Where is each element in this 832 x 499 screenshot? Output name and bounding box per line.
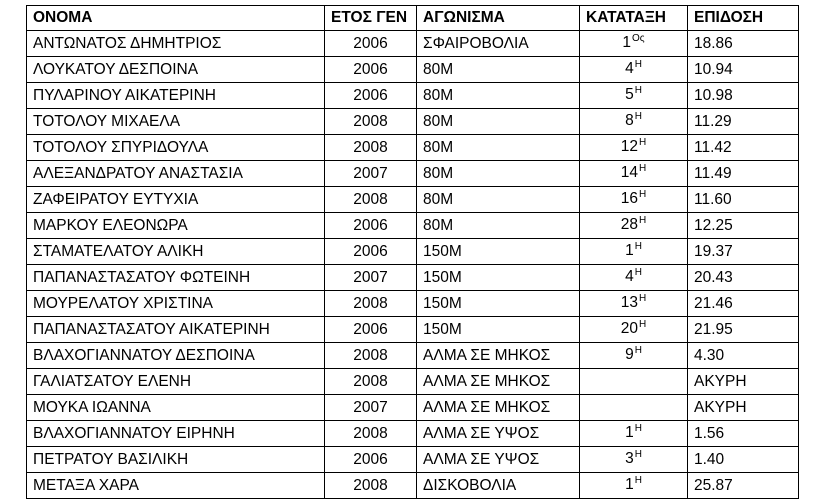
table-row	[27, 160, 799, 186]
cell-event: 80Μ	[417, 56, 580, 82]
rank-number: 1	[625, 475, 634, 493]
cell-event: 150Μ	[417, 264, 580, 290]
cell-year: 2006	[325, 316, 417, 342]
rank-suffix: Η	[639, 318, 647, 330]
cell-performance: 19.37	[688, 238, 799, 264]
cell-performance: 11.29	[688, 108, 799, 134]
cell-name: ΠΥΛΑΡΙΝΟΥ ΑΙΚΑΤΕΡΙΝΗ	[27, 82, 325, 108]
cell-rank	[580, 108, 688, 134]
cell-event: ΑΛΜΑ ΣΕ ΜΗΚΟΣ	[417, 368, 580, 394]
table-row	[27, 238, 799, 264]
cell-name: ΖΑΦΕΙΡΑΤΟΥ ΕΥΤΥΧΙΑ	[27, 186, 325, 212]
table-row	[27, 420, 799, 446]
cell-event: 80Μ	[417, 82, 580, 108]
cell-event: ΑΛΜΑ ΣΕ ΥΨΟΣ	[417, 446, 580, 472]
table-row	[27, 472, 799, 498]
cell-name: ΑΝΤΩΝΑΤΟΣ ΔΗΜΗΤΡΙΟΣ	[27, 30, 325, 56]
header-event: ΑΓΩΝΙΣΜΑ	[417, 6, 580, 31]
cell-name: ΜΟΥΡΕΛΑΤΟΥ ΧΡΙΣΤΙΝΑ	[27, 290, 325, 316]
table-body	[27, 30, 799, 498]
table-row	[27, 56, 799, 82]
cell-performance: 10.98	[688, 82, 799, 108]
cell-performance: 10.94	[688, 56, 799, 82]
cell-rank	[580, 394, 688, 420]
cell-performance: 25.87	[688, 472, 799, 498]
header-performance: ΕΠΙΔΟΣΗ	[688, 6, 799, 31]
cell-year: 2008	[325, 368, 417, 394]
cell-year: 2008	[325, 186, 417, 212]
rank-suffix: Η	[634, 58, 642, 70]
cell-performance: 11.60	[688, 186, 799, 212]
rank-number: 12	[620, 137, 638, 155]
cell-performance: 1.56	[688, 420, 799, 446]
cell-name: ΤΟΤΟΛΟΥ ΜΙΧΑΕΛΑ	[27, 108, 325, 134]
rank-number: 1	[625, 241, 634, 259]
table-row	[27, 212, 799, 238]
cell-name: ΛΟΥΚΑΤΟΥ ΔΕΣΠΟΙΝΑ	[27, 56, 325, 82]
table-row	[27, 108, 799, 134]
rank-suffix: Η	[634, 344, 642, 356]
cell-event: ΣΦΑΙΡΟΒΟΛΙΑ	[417, 30, 580, 56]
table-row	[27, 342, 799, 368]
header-rank: ΚΑΤΑΤΑΞΗ	[580, 6, 688, 31]
cell-rank	[580, 160, 688, 186]
cell-rank	[580, 264, 688, 290]
rank-number: 13	[620, 293, 638, 311]
cell-event: 150Μ	[417, 316, 580, 342]
cell-rank	[580, 446, 688, 472]
cell-name: ΤΟΤΟΛΟΥ ΣΠΥΡΙΔΟΥΛΑ	[27, 134, 325, 160]
cell-rank	[580, 420, 688, 446]
cell-event: ΑΛΜΑ ΣΕ ΜΗΚΟΣ	[417, 394, 580, 420]
cell-rank	[580, 82, 688, 108]
table-row	[27, 394, 799, 420]
table-row	[27, 82, 799, 108]
cell-performance: 1.40	[688, 446, 799, 472]
cell-performance: 21.46	[688, 290, 799, 316]
rank-number: 20	[620, 319, 638, 337]
rank-suffix: Η	[639, 188, 647, 200]
cell-name: ΣΤΑΜΑΤΕΛΑΤΟΥ ΑΛΙΚΗ	[27, 238, 325, 264]
cell-year: 2006	[325, 56, 417, 82]
rank-suffix: Η	[634, 422, 642, 434]
cell-year: 2007	[325, 264, 417, 290]
rank-suffix: Η	[634, 110, 642, 122]
rank-number: 4	[625, 267, 634, 285]
rank-suffix: Η	[639, 162, 647, 174]
cell-name: ΒΛΑΧΟΓΙΑΝΝΑΤΟΥ ΔΕΣΠΟΙΝΑ	[27, 342, 325, 368]
cell-year: 2006	[325, 446, 417, 472]
cell-rank	[580, 368, 688, 394]
cell-rank	[580, 30, 688, 56]
cell-year: 2007	[325, 160, 417, 186]
cell-event: 80Μ	[417, 212, 580, 238]
header-row	[27, 6, 799, 31]
cell-event: 80Μ	[417, 160, 580, 186]
cell-performance: 11.42	[688, 134, 799, 160]
cell-year: 2008	[325, 342, 417, 368]
cell-performance: 20.43	[688, 264, 799, 290]
table-row	[27, 186, 799, 212]
cell-event: 80Μ	[417, 186, 580, 212]
rank-number: 9	[625, 345, 634, 363]
cell-year: 2008	[325, 420, 417, 446]
rank-suffix: Η	[634, 266, 642, 278]
cell-year: 2006	[325, 238, 417, 264]
rank-number: 4	[625, 59, 634, 77]
rank-suffix: Η	[634, 448, 642, 460]
rank-number: 3	[625, 449, 634, 467]
table-row	[27, 316, 799, 342]
cell-rank	[580, 290, 688, 316]
table-row	[27, 368, 799, 394]
rank-number: 1	[625, 423, 634, 441]
cell-performance: 11.49	[688, 160, 799, 186]
cell-rank	[580, 316, 688, 342]
cell-event: 80Μ	[417, 134, 580, 160]
rank-suffix: Η	[639, 136, 647, 148]
cell-name: ΜΟΥΚΑ ΙΩΑΝΝΑ	[27, 394, 325, 420]
cell-performance: 12.25	[688, 212, 799, 238]
cell-event: 80Μ	[417, 108, 580, 134]
rank-suffix: Η	[639, 292, 647, 304]
cell-name: ΜΕΤΑΞΑ ΧΑΡΑ	[27, 472, 325, 498]
rank-number: 5	[625, 85, 634, 103]
cell-year: 2008	[325, 290, 417, 316]
cell-year: 2008	[325, 134, 417, 160]
cell-name: ΠΕΤΡΑΤΟΥ ΒΑΣΙΛΙΚΗ	[27, 446, 325, 472]
cell-year: 2008	[325, 472, 417, 498]
cell-year: 2006	[325, 82, 417, 108]
cell-year: 2007	[325, 394, 417, 420]
rank-suffix: Η	[639, 214, 647, 226]
cell-name: ΠΑΠΑΝΑΣΤΑΣΑΤΟΥ ΦΩΤΕΙΝΗ	[27, 264, 325, 290]
cell-event: ΑΛΜΑ ΣΕ ΜΗΚΟΣ	[417, 342, 580, 368]
cell-performance: 18.86	[688, 30, 799, 56]
results-table	[26, 5, 799, 499]
cell-rank	[580, 134, 688, 160]
cell-event: ΑΛΜΑ ΣΕ ΥΨΟΣ	[417, 420, 580, 446]
cell-event: 150Μ	[417, 290, 580, 316]
cell-rank	[580, 212, 688, 238]
cell-performance: ΑΚΥΡΗ	[688, 394, 799, 420]
header-name: ΟΝΟΜΑ	[27, 6, 325, 31]
cell-rank	[580, 186, 688, 212]
cell-rank	[580, 472, 688, 498]
cell-performance: 21.95	[688, 316, 799, 342]
cell-rank	[580, 238, 688, 264]
rank-number: 1	[622, 33, 631, 51]
cell-performance: ΑΚΥΡΗ	[688, 368, 799, 394]
cell-name: ΑΛΕΞΑΝΔΡΑΤΟΥ ΑΝΑΣΤΑΣΙΑ	[27, 160, 325, 186]
rank-number: 8	[625, 111, 634, 129]
cell-event: ΔΙΣΚΟΒΟΛΙΑ	[417, 472, 580, 498]
table-row	[27, 30, 799, 56]
rank-number: 16	[620, 189, 638, 207]
cell-name: ΠΑΠΑΝΑΣΤΑΣΑΤΟΥ ΑΙΚΑΤΕΡΙΝΗ	[27, 316, 325, 342]
cell-year: 2006	[325, 212, 417, 238]
cell-name: ΜΑΡΚΟΥ ΕΛΕΟΝΩΡΑ	[27, 212, 325, 238]
rank-suffix: Η	[634, 240, 642, 252]
rank-suffix: Η	[634, 84, 642, 96]
cell-name: ΒΛΑΧΟΓΙΑΝΝΑΤΟΥ ΕΙΡΗΝΗ	[27, 420, 325, 446]
table-row	[27, 290, 799, 316]
rank-suffix: Ος	[632, 32, 645, 44]
header-year: ΕΤΟΣ ΓΕΝ	[325, 6, 417, 31]
cell-rank	[580, 56, 688, 82]
cell-year: 2008	[325, 108, 417, 134]
cell-event: 150Μ	[417, 238, 580, 264]
cell-name: ΓΑΛΙΑΤΣΑΤΟΥ ΕΛΕΝΗ	[27, 368, 325, 394]
table-row	[27, 134, 799, 160]
cell-performance: 4.30	[688, 342, 799, 368]
cell-year: 2006	[325, 30, 417, 56]
table-row	[27, 446, 799, 472]
rank-number: 14	[620, 163, 638, 181]
rank-suffix: Η	[634, 474, 642, 486]
table-row	[27, 264, 799, 290]
rank-number: 28	[620, 215, 638, 233]
cell-rank	[580, 342, 688, 368]
